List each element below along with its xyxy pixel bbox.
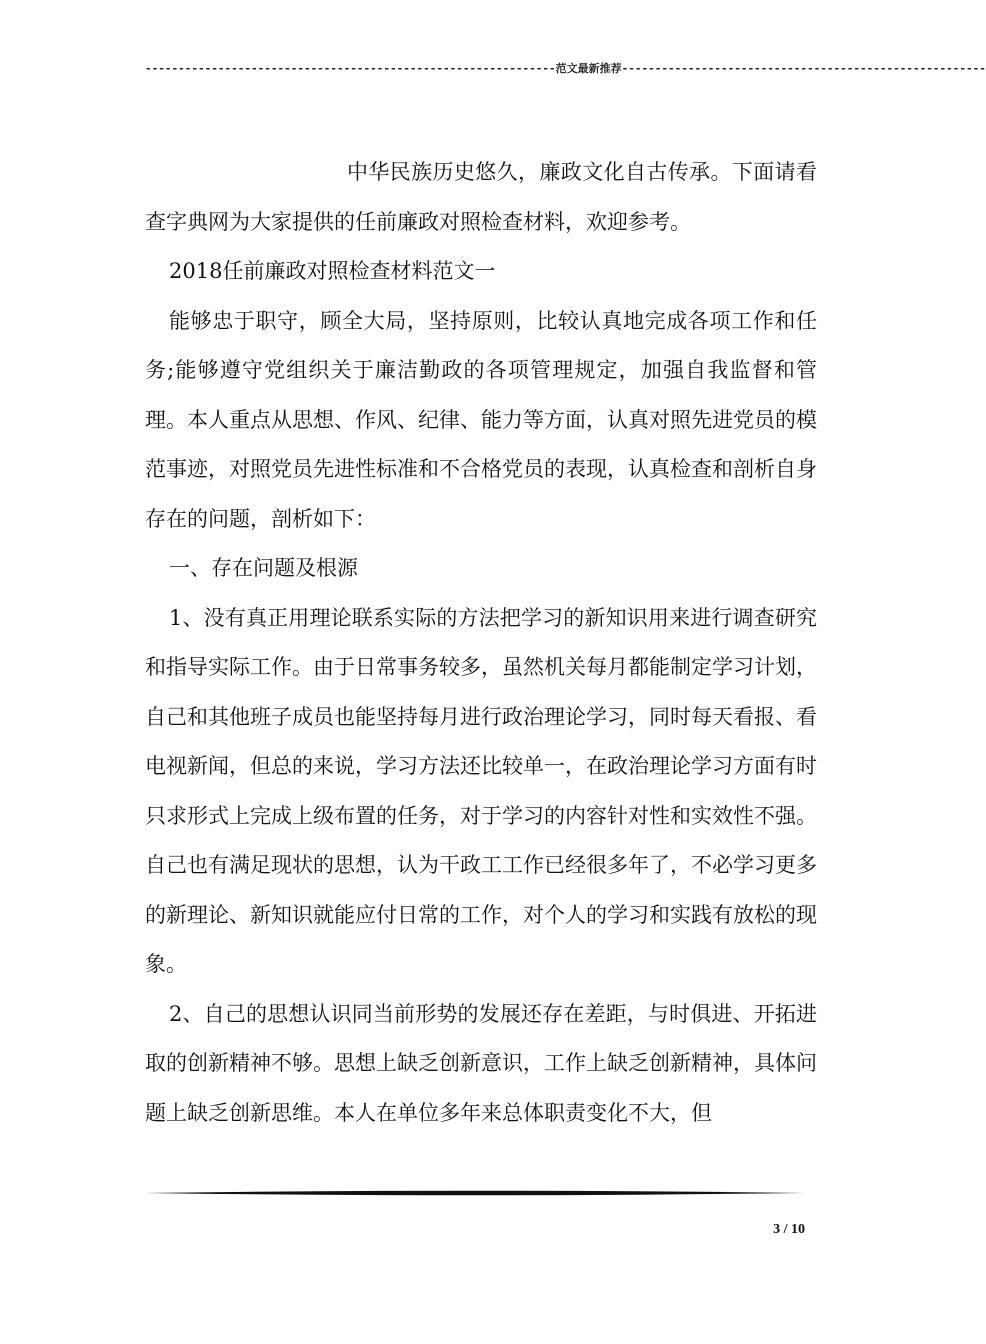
section-title: 2018任前廉政对照检查材料范文一	[169, 259, 496, 283]
page-current: 3	[773, 1222, 781, 1237]
body-paragraph: 2、自己的思想认识同当前形势的发展还存在差距，与时俱进、开拓进取的创新精神不够。思想上缺乏创新意识，工作上缺乏创新精神，具体问题上缺乏创新思维。本人在单位多年来总体职责变化不大，但	[145, 1001, 817, 1125]
document-body	[145, 148, 817, 1138]
page-separator: /	[783, 1222, 788, 1237]
section-heading: 一、存在问题及根源	[169, 556, 358, 580]
page-header	[145, 60, 986, 76]
header-dash-right: -------------------------------------------------------	[621, 62, 986, 75]
intro-paragraph: 中华民族历史悠久，廉政文化自古传承。下面请看查字典网为大家提供的任前廉政对照检查材料，欢迎参考。	[145, 160, 817, 234]
footer-rule	[145, 1190, 805, 1196]
page-number	[700, 1222, 805, 1238]
body-paragraph: 能够忠于职守，顾全大局，坚持原则，比较认真地完成各项工作和任务;能够遵守党组织关于廉洁勤政的各项管理规定，加强自我监督和管理。本人重点从思想、作风、纪律、能力等方面，认真对照先进党员的模范事迹，对照党员先进性标准和不合格党员的表现，认真检查和剖析自身存在的问题，剖析如下：	[145, 308, 817, 531]
header-dash-left: --------------------------------------------------------------	[145, 62, 556, 75]
header-title: 范文最新推荐	[555, 62, 622, 75]
page-total: 10	[791, 1222, 805, 1237]
body-paragraph: 1、没有真正用理论联系实际的方法把学习的新知识用来进行调查研究和指导实际工作。由于日常事务较多，虽然机关每月都能制定学习计划，自己和其他班子成员也能坚持每月进行政治理论学习，同时每天看报、看电视新闻，但总的来说，学习方法还比较单一，在政治理论学习方面有时只求形式上完成上级布置的任务，对于学习的内容针对性和实效性不强。自己也有满足现状的思想，认为干政工工作已经很多年了，不必学习更多的新理论、新知识就能应付日常的工作，对个人的学习和实践有放松的现象。	[145, 605, 817, 976]
